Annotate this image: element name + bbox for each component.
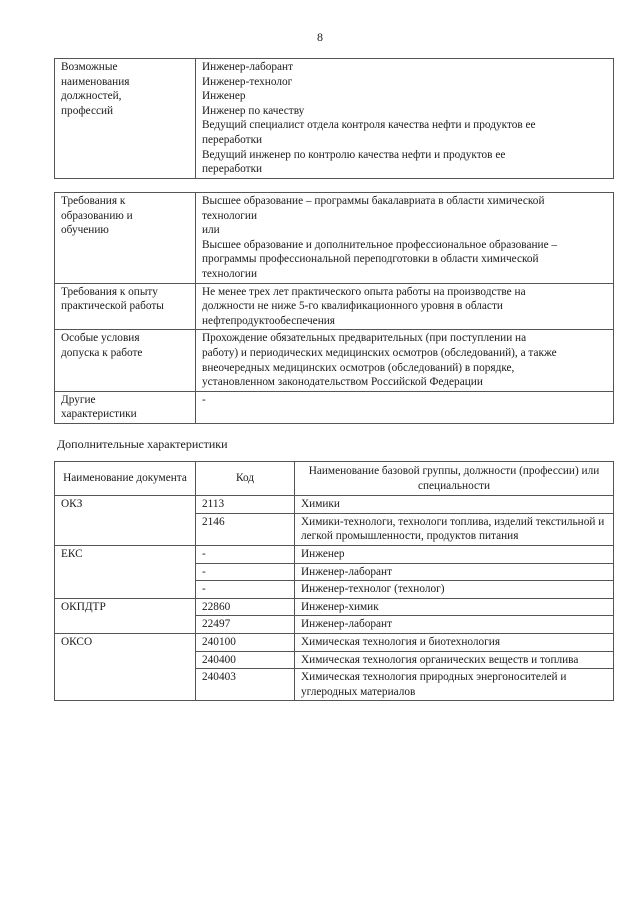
name-cell: Инженер-химик	[295, 598, 614, 616]
doc-cell: ОКЗ	[55, 496, 196, 546]
additional-table-header	[55, 462, 614, 496]
additional-table	[54, 461, 614, 701]
code-cell: 22860	[196, 598, 295, 616]
name-cell: Химическая технология природных энергоносителей и углеродных материалов	[295, 669, 614, 701]
position-item: переработки	[202, 163, 263, 176]
positions-row	[55, 59, 614, 179]
requirement-label-line: практической работы	[61, 300, 164, 313]
positions-label-line: Возможные	[61, 61, 118, 73]
requirement-value-line: Высшее образование – программы бакалавриата в области химической	[202, 195, 545, 207]
requirement-value-cell	[196, 330, 614, 391]
position-item: переработки	[202, 133, 263, 146]
code-cell: 2146	[196, 513, 295, 545]
doc-cell: ЕКС	[55, 545, 196, 598]
positions-label-line: профессий	[61, 104, 114, 117]
additional-characteristics-title: Дополнительные характеристики	[57, 437, 228, 451]
positions-label-line: наименования	[61, 75, 130, 88]
requirement-label-line: допуска к работе	[61, 346, 143, 359]
requirement-label-cell	[55, 330, 196, 391]
requirement-label-line: Другие	[61, 393, 96, 406]
requirement-label-line: Требования к опыту	[61, 285, 158, 298]
requirement-value-line: технологии	[202, 267, 258, 280]
requirement-label-line: Требования к	[61, 195, 126, 207]
requirement-value-line: технологии	[202, 209, 258, 222]
code-cell: -	[196, 545, 295, 563]
code-cell: 240403	[196, 669, 295, 701]
code-cell: -	[196, 581, 295, 599]
requirement-label-line: обучению	[61, 224, 109, 237]
page-number: 8	[317, 30, 323, 44]
requirement-label-line: Особые условия	[61, 332, 140, 345]
requirement-value-line: работу) и периодических медицинских осмотров (обследований), а также	[202, 346, 557, 359]
positions-label-cell	[55, 59, 196, 179]
requirement-label-line: образованию и	[61, 209, 133, 222]
position-item: Инженер-технолог	[202, 75, 293, 88]
code-cell: 240100	[196, 633, 295, 651]
name-cell: Химики-технологи, технологи топлива, изделий текстильной и легкой промышленности, продуктов питания	[295, 513, 614, 545]
header-document: Наименование документа	[55, 462, 196, 496]
requirement-label-cell	[55, 283, 196, 330]
header-code: Код	[196, 462, 295, 496]
requirement-value-line: внеочередных медицинских осмотров (обследований) в порядке,	[202, 361, 515, 374]
name-cell: Инженер-лаборант	[295, 616, 614, 634]
requirement-value-cell	[196, 193, 614, 284]
requirement-value-line: программы профессиональной переподготовки в области химической	[202, 253, 539, 266]
position-item: Инженер по качеству	[202, 104, 305, 117]
requirement-value-line: Высшее образование и дополнительное профессиональное образование –	[202, 238, 558, 251]
code-cell: 240400	[196, 651, 295, 669]
name-cell: Инженер-лаборант	[295, 563, 614, 581]
requirement-value-cell	[196, 391, 614, 423]
positions-label-line: должностей,	[61, 90, 122, 103]
requirement-label-cell	[55, 193, 196, 284]
positions-values-cell	[196, 59, 614, 179]
position-item: Инженер-лаборант	[202, 61, 294, 73]
requirement-value-line: Прохождение обязательных предварительных (при поступлении на	[202, 332, 527, 345]
positions-table	[54, 58, 614, 179]
requirement-label-cell	[55, 391, 196, 423]
requirements-row-education	[55, 193, 614, 284]
requirement-value-line: или	[202, 224, 220, 237]
requirement-value-line: установленном законодательством Российской Федерации	[202, 376, 483, 389]
table-row	[55, 496, 614, 514]
table-row	[55, 633, 614, 651]
name-cell: Химическая технология органических веществ и топлива	[295, 651, 614, 669]
requirement-value-line: нефтепродуктообеспечения	[202, 314, 335, 327]
requirement-label-line: характеристики	[61, 408, 137, 421]
header-group-name: Наименование базовой группы, должности (профессии) или специальности	[295, 462, 614, 496]
requirement-value-cell	[196, 283, 614, 330]
requirements-row-experience	[55, 283, 614, 330]
name-cell: Инженер-технолог (технолог)	[295, 581, 614, 599]
name-cell: Инженер	[295, 545, 614, 563]
requirements-row-special-conditions	[55, 330, 614, 391]
requirement-value-line: -	[202, 393, 206, 406]
requirements-row-other	[55, 391, 614, 423]
position-item: Ведущий специалист отдела контроля качества нефти и продуктов ее	[202, 119, 536, 132]
requirements-table	[54, 192, 614, 424]
code-cell: 22497	[196, 616, 295, 634]
doc-cell: ОКСО	[55, 633, 196, 700]
name-cell: Химики	[295, 496, 614, 514]
code-cell: 2113	[196, 496, 295, 514]
code-cell: -	[196, 563, 295, 581]
table-row	[55, 545, 614, 563]
doc-cell: ОКПДТР	[55, 598, 196, 633]
name-cell: Химическая технология и биотехнология	[295, 633, 614, 651]
requirement-value-line: Не менее трех лет практического опыта работы на производстве на	[202, 285, 526, 298]
position-item: Ведущий инженер по контролю качества нефти и продуктов ее	[202, 148, 506, 161]
requirement-value-line: должности не ниже 5-го квалификационного уровня в области	[202, 300, 503, 313]
position-item: Инженер	[202, 90, 246, 103]
table-row	[55, 598, 614, 616]
